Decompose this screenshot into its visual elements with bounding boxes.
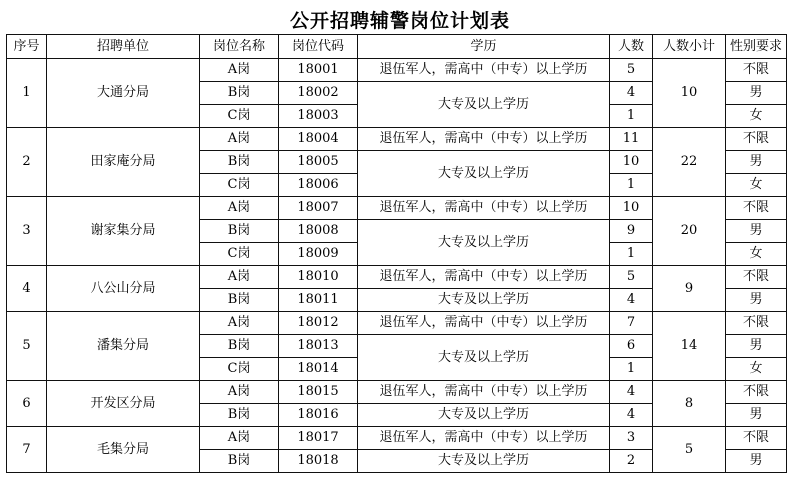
table-row: [7, 266, 787, 289]
education-cell: 退伍军人，需高中（中专）以上学历: [358, 197, 610, 220]
headcount-cell: 3: [610, 427, 653, 450]
subtotal-cell: 8: [653, 381, 726, 427]
headcount-cell: 6: [610, 335, 653, 358]
education-cell: 退伍军人，需高中（中专）以上学历: [358, 59, 610, 82]
headcount-cell: 2: [610, 450, 653, 473]
table-row: [7, 59, 787, 82]
unit-name-cell: 田家庵分局: [47, 128, 200, 197]
headcount-cell: 7: [610, 312, 653, 335]
post-name-cell: B岗: [200, 220, 279, 243]
gender-requirement-cell: 不限: [726, 59, 787, 82]
post-name-cell: B岗: [200, 450, 279, 473]
post-code-cell: 18005: [279, 151, 358, 174]
post-code-cell: 18013: [279, 335, 358, 358]
column-header: 学历: [358, 35, 610, 59]
education-cell: 退伍军人，需高中（中专）以上学历: [358, 128, 610, 151]
education-cell: 退伍军人，需高中（中专）以上学历: [358, 266, 610, 289]
gender-requirement-cell: 不限: [726, 197, 787, 220]
table-row: [7, 381, 787, 404]
education-cell: 大专及以上学历: [358, 450, 610, 473]
education-cell: 大专及以上学历: [358, 82, 610, 128]
post-name-cell: C岗: [200, 358, 279, 381]
subtotal-cell: 20: [653, 197, 726, 266]
gender-requirement-cell: 不限: [726, 266, 787, 289]
gender-requirement-cell: 女: [726, 174, 787, 197]
headcount-cell: 1: [610, 105, 653, 128]
post-code-cell: 18017: [279, 427, 358, 450]
post-name-cell: A岗: [200, 266, 279, 289]
serial-number-cell: 7: [7, 427, 47, 473]
post-code-cell: 18015: [279, 381, 358, 404]
unit-name-cell: 八公山分局: [47, 266, 200, 312]
gender-requirement-cell: 男: [726, 82, 787, 105]
education-cell: 退伍军人，需高中（中专）以上学历: [358, 381, 610, 404]
post-name-cell: B岗: [200, 335, 279, 358]
gender-requirement-cell: 男: [726, 289, 787, 312]
page-title: 公开招聘辅警岗位计划表: [289, 10, 510, 32]
post-name-cell: B岗: [200, 404, 279, 427]
headcount-cell: 9: [610, 220, 653, 243]
gender-requirement-cell: 男: [726, 404, 787, 427]
unit-name-cell: 大通分局: [47, 59, 200, 128]
post-name-cell: A岗: [200, 381, 279, 404]
post-name-cell: B岗: [200, 289, 279, 312]
table-row: [7, 427, 787, 450]
column-header: 性别要求: [726, 35, 787, 59]
gender-requirement-cell: 不限: [726, 128, 787, 151]
headcount-cell: 1: [610, 174, 653, 197]
headcount-cell: 4: [610, 289, 653, 312]
subtotal-cell: 10: [653, 59, 726, 128]
column-header: 序号: [7, 35, 47, 59]
education-cell: 退伍军人，需高中（中专）以上学历: [358, 312, 610, 335]
headcount-cell: 10: [610, 197, 653, 220]
education-cell: 大专及以上学历: [358, 289, 610, 312]
gender-requirement-cell: 男: [726, 151, 787, 174]
recruitment-table: [6, 34, 787, 473]
headcount-cell: 4: [610, 381, 653, 404]
education-cell: 大专及以上学历: [358, 220, 610, 266]
table-row: [7, 197, 787, 220]
post-name-cell: A岗: [200, 312, 279, 335]
education-cell: 退伍军人，需高中（中专）以上学历: [358, 427, 610, 450]
education-cell: 大专及以上学历: [358, 404, 610, 427]
header-row: [7, 35, 787, 59]
serial-number-cell: 4: [7, 266, 47, 312]
unit-name-cell: 谢家集分局: [47, 197, 200, 266]
post-name-cell: A岗: [200, 427, 279, 450]
column-header: 人数: [610, 35, 653, 59]
unit-name-cell: 毛集分局: [47, 427, 200, 473]
column-header: 人数小计: [653, 35, 726, 59]
headcount-cell: 5: [610, 59, 653, 82]
table-header: [7, 35, 787, 59]
serial-number-cell: 3: [7, 197, 47, 266]
unit-name-cell: 潘集分局: [47, 312, 200, 381]
headcount-cell: 1: [610, 243, 653, 266]
headcount-cell: 5: [610, 266, 653, 289]
subtotal-cell: 14: [653, 312, 726, 381]
gender-requirement-cell: 男: [726, 335, 787, 358]
table-row: [7, 128, 787, 151]
post-name-cell: B岗: [200, 151, 279, 174]
table-row: [7, 312, 787, 335]
gender-requirement-cell: 不限: [726, 312, 787, 335]
post-code-cell: 18010: [279, 266, 358, 289]
post-code-cell: 18012: [279, 312, 358, 335]
subtotal-cell: 9: [653, 266, 726, 312]
gender-requirement-cell: 女: [726, 358, 787, 381]
gender-requirement-cell: 不限: [726, 381, 787, 404]
post-code-cell: 18003: [279, 105, 358, 128]
serial-number-cell: 2: [7, 128, 47, 197]
gender-requirement-cell: 男: [726, 220, 787, 243]
unit-name-cell: 开发区分局: [47, 381, 200, 427]
subtotal-cell: 5: [653, 427, 726, 473]
serial-number-cell: 1: [7, 59, 47, 128]
post-name-cell: B岗: [200, 82, 279, 105]
gender-requirement-cell: 不限: [726, 427, 787, 450]
post-code-cell: 18007: [279, 197, 358, 220]
post-code-cell: 18011: [279, 289, 358, 312]
post-code-cell: 18018: [279, 450, 358, 473]
subtotal-cell: 22: [653, 128, 726, 197]
headcount-cell: 10: [610, 151, 653, 174]
headcount-cell: 4: [610, 82, 653, 105]
post-name-cell: A岗: [200, 197, 279, 220]
post-code-cell: 18002: [279, 82, 358, 105]
post-name-cell: A岗: [200, 128, 279, 151]
headcount-cell: 1: [610, 358, 653, 381]
gender-requirement-cell: 男: [726, 450, 787, 473]
education-cell: 大专及以上学历: [358, 335, 610, 381]
post-name-cell: C岗: [200, 174, 279, 197]
post-name-cell: A岗: [200, 59, 279, 82]
post-name-cell: C岗: [200, 243, 279, 266]
column-header: 岗位代码: [279, 35, 358, 59]
headcount-cell: 4: [610, 404, 653, 427]
education-cell: 大专及以上学历: [358, 151, 610, 197]
post-code-cell: 18016: [279, 404, 358, 427]
post-code-cell: 18006: [279, 174, 358, 197]
post-code-cell: 18009: [279, 243, 358, 266]
gender-requirement-cell: 女: [726, 105, 787, 128]
post-name-cell: C岗: [200, 105, 279, 128]
serial-number-cell: 6: [7, 381, 47, 427]
post-code-cell: 18008: [279, 220, 358, 243]
post-code-cell: 18004: [279, 128, 358, 151]
post-code-cell: 18014: [279, 358, 358, 381]
serial-number-cell: 5: [7, 312, 47, 381]
gender-requirement-cell: 女: [726, 243, 787, 266]
column-header: 招聘单位: [47, 35, 200, 59]
post-code-cell: 18001: [279, 59, 358, 82]
column-header: 岗位名称: [200, 35, 279, 59]
table-body: [7, 59, 787, 473]
headcount-cell: 11: [610, 128, 653, 151]
